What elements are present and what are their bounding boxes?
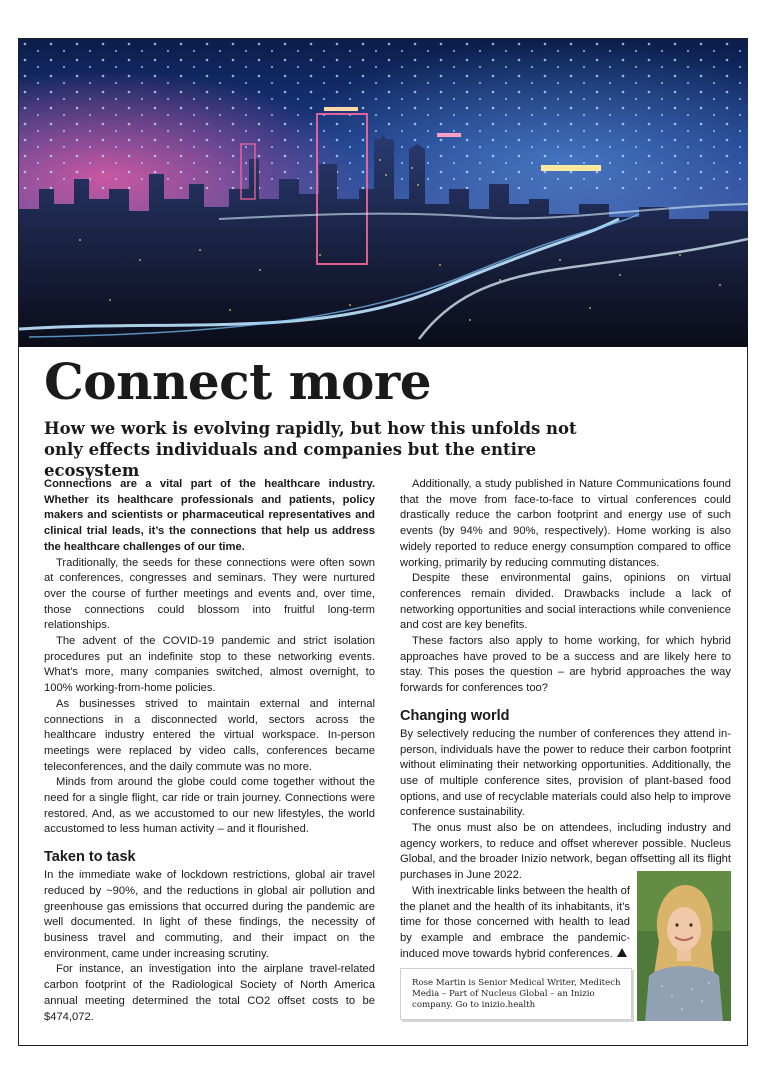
standfirst: How we work is evolving rapidly, but how this unfolds not only effects individuals and companies but the entire ecosystem <box>44 419 577 480</box>
closing-text: With inextricable links between the health of the planet and the health of its inhabitants, it’s time for those concerned with health to lead by example and embrace the pandemic-induced move towards hybrid conferences. <box>400 884 630 960</box>
body-paragraph: As businesses strived to maintain external and internal connections in a disconnected world, sectors across the healthcare industry entered the virtual workspace. In-person meetings were replaced by video calls, conferences became teleconferences, and the daily commute was no more. <box>44 697 375 773</box>
body-paragraph: These factors also apply to home working, for which hybrid approaches have proved to be a success and are likely here to stay. This poses the question – are hybrid approaches the way forwards for conferences too? <box>400 635 731 695</box>
hero-image-city-network <box>19 39 748 347</box>
body-paragraph: The onus must also be on attendees, including industry and agency workers, to reduce and offset wherever possible. Nucleus Global, and the broader Inizio network, began offsetting all its flight purchases in June 2022. <box>400 822 731 882</box>
author-photo <box>637 871 731 1021</box>
body-paragraph: For instance, an investigation into the airplane travel-related carbon footprint of the Radiological Society of North America annual meeting determined the total CO2 offset costs to be $474,072. <box>44 963 375 1023</box>
body-paragraph: Traditionally, the seeds for these connections were often sown at conferences, congresses and seminars. They were nurtured over the course of further meetings and events and, over time, those connections could blossom into fruitful long-term relationships. <box>44 556 375 632</box>
body-paragraph: By selectively reducing the number of conferences they attend in-person, individuals have the power to reduce their carbon footprint without eliminating their networking opportunities. Additionally, the use of multiple conference sites, provision of plant-based food options, and use of recyclable materials could also help to improve conference sustainability. <box>400 727 731 819</box>
author-bio-box <box>400 968 632 1020</box>
body-paragraph: The advent of the COVID-19 pandemic and strict isolation procedures put an indefinite stop to these networking events. What’s more, many companies switched, almost overnight, to 100% working-from-home policies. <box>44 635 375 695</box>
lead-paragraph: Connections are a vital part of the healthcare industry. Whether its healthcare professionals and patients, policy makers and scientists or pharmaceutical representatives and clinical trial leads, it’s the connections that help us address the healthcare challenges of our time. <box>44 478 375 553</box>
author-bio: Rose Martin is Senior Medical Writer, Meditech Media – Part of Nucleus Global – an Inizio company. Go to inizio.health <box>412 978 621 1011</box>
body-paragraph: Minds from around the globe could come together without the need for a single flight, car ride or train journey. Connections were restored. And, as we accustomed to our new lifestyles, the world accustomed to less human activity – and it flourished. <box>44 776 375 836</box>
headline: Connect more <box>44 352 432 411</box>
section-heading-changing-world: Changing world <box>400 707 510 724</box>
triangle-end-mark-icon <box>617 948 627 957</box>
section-heading-taken-to-task: Taken to task <box>44 849 136 866</box>
body-paragraph: Additionally, a study published in Nature Communications found that the move from face-to-face to virtual conferences could drastically reduce the carbon footprint and energy use of such events (by 94% and 90%, respectively). Home working is also widely reported to reduce energy consumption compared to office working, primarily by reducing commuting distances. <box>400 478 731 569</box>
body-paragraph: Despite these environmental gains, opinions on virtual conferences remain divided. Drawbacks include a lack of networking opportunities and social interactions while convenience and cost are key benefits. <box>400 572 731 632</box>
body-paragraph: In the immediate wake of lockdown restrictions, global air travel reduced by ~90%, and the reductions in global air pollution and greenhouse gas emissions that occurred during the pandemic are well documented. In light of these findings, the necessity of business travel and commuting, and their impact on the environment, came under increasing scrutiny. <box>44 869 375 960</box>
left-column <box>44 477 375 1025</box>
closing-paragraph <box>400 884 630 963</box>
